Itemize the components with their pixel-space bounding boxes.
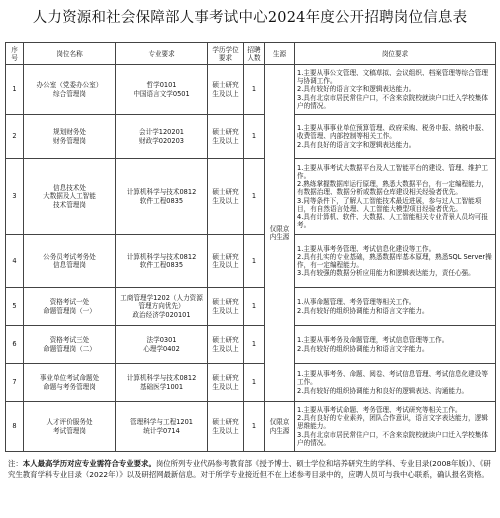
major-requirement: 计算机科学与技术0812 基础医学1001 (116, 364, 208, 402)
table-header-row (6, 43, 496, 65)
position-requirement: 1.主要从事考试大数据平台及人工智能平台的建设、管理、维护工作。 2.熟练掌握数据库运行原理，熟悉大数据平台，有一定编程能力，有数据治理、数据分析或数据仓库建设相关经验者优先。 3.同等条件下，了解人工智能技术最近进展，参与过人工智能项目，有自然语言处理、人工智能大模型项目经验者优先。 4.具有计算机、软件、大数据、人工智能相关专业背景人员均可报考。 (295, 159, 496, 235)
table-row (6, 288, 496, 326)
position-name: 办公室（党委办公室） 综合管理岗 (24, 65, 116, 115)
position-name: 公务员考试考务处 信息管理岗 (24, 235, 116, 288)
document-title: 人力资源和社会保障部人事考试中心2024年度公开招聘岗位信息表 (32, 10, 468, 26)
header-cell: 生源 (265, 43, 295, 65)
table-row (6, 326, 496, 364)
header-cell: 学历学位要求 (208, 43, 244, 65)
header-cell: 岗位要求 (295, 43, 496, 65)
position-requirement: 1.主要从事考务及命题管理，考试信息管理等工作。 2.具有较好的组织协调能力和语言文字能力。 (295, 326, 496, 364)
hire-count: 1 (244, 65, 265, 115)
position-name: 信息技术处 大数据及人工智能 技术管理岗 (24, 159, 116, 235)
degree-requirement: 硕士研究生及以上 (208, 159, 244, 235)
degree-requirement: 硕士研究生及以上 (208, 235, 244, 288)
position-name: 资格考试三处 命题管理岗（二） (24, 326, 116, 364)
student-source: 仅限京内生源 (265, 402, 295, 452)
header-cell: 序号 (6, 43, 24, 65)
positions-table (5, 42, 496, 452)
position-name: 事业单位考试命题处 命题与考务管理岗 (24, 364, 116, 402)
hire-count: 1 (244, 402, 265, 452)
header-cell: 招聘人数 (244, 43, 265, 65)
table-row (6, 115, 496, 159)
footnote-emphasis: 本人最高学历对应专业需符合专业要求。 (22, 459, 156, 468)
row-number: 8 (6, 402, 24, 452)
table-row (6, 235, 496, 288)
position-requirement: 1.从事命题管理、考务管理等相关工作。 2.具有较好的组织协调能力和语言文字能力。 (295, 288, 496, 326)
row-number: 1 (6, 65, 24, 115)
table-row (6, 65, 496, 115)
hire-count: 1 (244, 115, 265, 159)
degree-requirement: 硕士研究生及以上 (208, 364, 244, 402)
hire-count: 1 (244, 288, 265, 326)
position-requirement: 1.主要从事考务管理、考试信息化建设等工作。 2.具有扎实的专业基础，熟悉数据库基本原理，熟悉SQL Server操作，有一定编程能力。 3.具有较强的数据分析应用能力和逻辑表达能力，责任心强。 (295, 235, 496, 288)
table-row (6, 364, 496, 402)
footnote (8, 458, 492, 480)
row-number: 6 (6, 326, 24, 364)
hire-count: 1 (244, 326, 265, 364)
header-cell: 专业要求 (116, 43, 208, 65)
degree-requirement: 硕士研究生及以上 (208, 65, 244, 115)
degree-requirement: 硕士研究生及以上 (208, 326, 244, 364)
degree-requirement: 硕士研究生及以上 (208, 115, 244, 159)
hire-count: 1 (244, 364, 265, 402)
row-number: 3 (6, 159, 24, 235)
position-requirement: 1.主要从事考务、命题、阅卷、考试信息管理、考试信息化建设等工作。 2.具有较好的组织协调能力和良好的逻辑表达、沟通能力。 (295, 364, 496, 402)
footnote-text: 岗位所列专业代码参考教育部《授予博士、硕士学位和培养研究生的学科、专业目录(2008年版)》、《研究生教育学科专业目录（2022年）》以及研招网最新信息。对于所学专业接近但不在上述参考目录中的，应聘人员可与我中心联系，确认报名资格。 (8, 459, 491, 479)
position-requirement: 1.主要从事事业单位预算管理、政府采购、税务申报、纳税申报、收费管理、内部控制等相关工作。 2.具有良好的语言文字和逻辑表达能力。 (295, 115, 496, 159)
major-requirement: 计算机科学与技术0812 软件工程0835 (116, 235, 208, 288)
major-requirement: 哲学0101 中国语言文学0501 (116, 65, 208, 115)
major-requirement: 会计学120201 财政学020203 (116, 115, 208, 159)
major-requirement: 管理科学与工程1201 统计学0714 (116, 402, 208, 452)
student-source: 仅限京内生源 (265, 65, 295, 402)
row-number: 5 (6, 288, 24, 326)
position-name: 规划财务处 财务管理岗 (24, 115, 116, 159)
hire-count: 1 (244, 235, 265, 288)
footnote-prefix: 注： (8, 459, 23, 468)
degree-requirement: 硕士研究生及以上 (208, 402, 244, 452)
table-row (6, 402, 496, 452)
row-number: 7 (6, 364, 24, 402)
row-number: 2 (6, 115, 24, 159)
major-requirement: 工商管理学1202（人力资源管理方向优先） 政治经济学020101 (116, 288, 208, 326)
hire-count: 1 (244, 159, 265, 235)
degree-requirement: 硕士研究生及以上 (208, 288, 244, 326)
header-cell: 岗位名称 (24, 43, 116, 65)
position-name: 人才评价服务处 考试管理岗 (24, 402, 116, 452)
table-row (6, 159, 496, 235)
row-number: 4 (6, 235, 24, 288)
major-requirement: 法学0301 心理学0402 (116, 326, 208, 364)
position-name: 资格考试一处 命题管理岗（一） (24, 288, 116, 326)
major-requirement: 计算机科学与技术0812 软件工程0835 (116, 159, 208, 235)
position-requirement: 1.主要从事考试命题、考务管理、考试研究等相关工作。 2.具有良好的专业素养，团队合作意识，语言文字表达能力，逻辑思维能力。 3.具有北京市居民常住户口，不含来京院校就读户口迁入学校集体户的情况。 (295, 402, 496, 452)
position-requirement: 1.主要从事公文管理、文稿草拟、会议组织、档案管理等综合管理与协调工作。 2.具有较好的语言文字和逻辑表达能力。 3.具有北京市居民常住户口，不含来京院校就读户口迁入学校集体户的情况。 (295, 65, 496, 115)
